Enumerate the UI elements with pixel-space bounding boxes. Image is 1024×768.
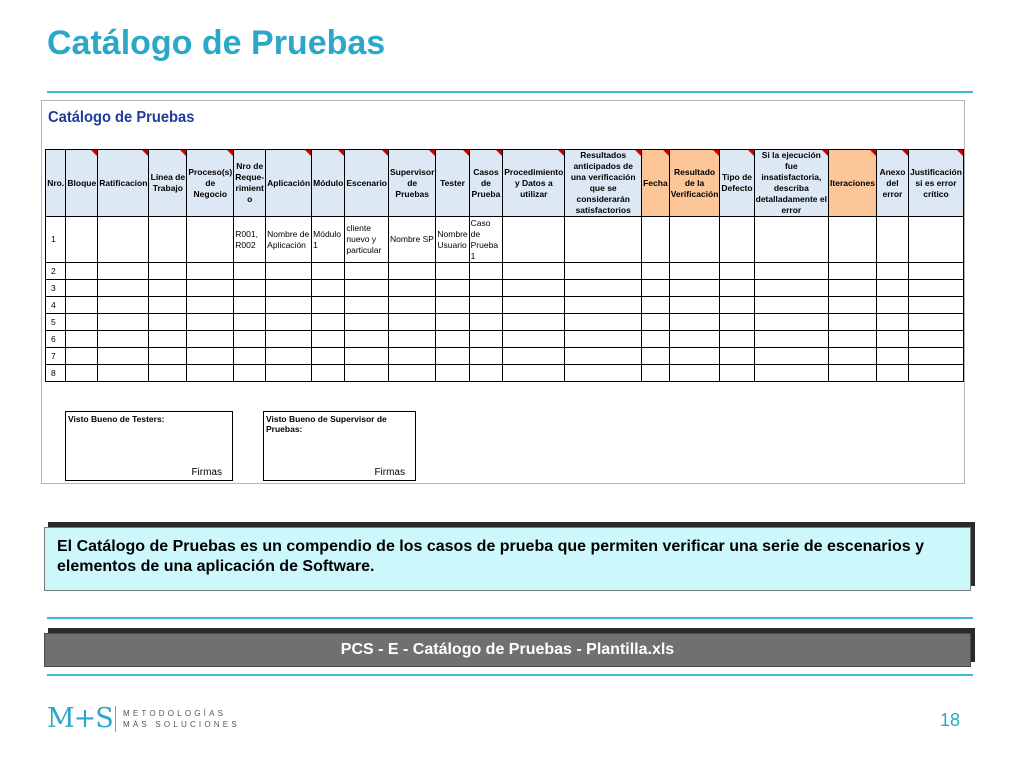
table-cell <box>66 297 98 314</box>
table-cell <box>234 314 266 331</box>
test-catalog-table <box>45 149 964 382</box>
table-cell <box>234 297 266 314</box>
table-cell <box>469 365 503 382</box>
table-cell <box>187 365 234 382</box>
table-cell <box>66 314 98 331</box>
table-row <box>46 365 964 382</box>
logo-separator <box>115 706 116 732</box>
table-cell <box>720 314 754 331</box>
table-cell: Caso de Prueba 1 <box>469 217 503 263</box>
comment-marker-icon <box>713 150 719 156</box>
table-cell <box>720 263 754 280</box>
table-cell <box>389 365 436 382</box>
template-filename: PCS - E - Catálogo de Pruebas - Plantilla.xls <box>340 641 675 658</box>
table-cell <box>642 217 670 263</box>
table-cell <box>436 331 469 348</box>
table-cell <box>829 217 877 263</box>
table-cell <box>565 263 642 280</box>
comment-marker-icon <box>180 150 186 156</box>
table-cell <box>266 263 312 280</box>
table-cell <box>149 217 187 263</box>
table-cell <box>98 297 149 314</box>
page-number: 18 <box>940 710 961 730</box>
table-cell <box>312 280 345 297</box>
table-cell <box>720 331 754 348</box>
column-header: Proceso(s) de Negocio <box>187 150 234 217</box>
table-cell <box>436 263 469 280</box>
table-cell <box>503 217 565 263</box>
table-cell <box>669 217 720 263</box>
table-cell <box>876 348 908 365</box>
table-cell <box>565 331 642 348</box>
table-cell <box>312 365 345 382</box>
table-cell <box>908 314 963 331</box>
comment-marker-icon <box>227 150 233 156</box>
table-cell <box>565 217 642 263</box>
table-cell <box>469 348 503 365</box>
table-cell <box>66 365 98 382</box>
table-cell <box>312 297 345 314</box>
table-cell <box>312 314 345 331</box>
comment-marker-icon <box>91 150 97 156</box>
table-cell <box>876 314 908 331</box>
signoff-label: Visto Bueno de Testers: <box>68 414 165 424</box>
table-cell <box>908 348 963 365</box>
table-cell <box>503 348 565 365</box>
table-cell <box>234 365 266 382</box>
footer-divider <box>47 674 973 676</box>
column-header: Justificación si es error crítico <box>908 150 963 217</box>
signoff-footer: Firmas <box>191 467 222 478</box>
table-cell <box>754 365 828 382</box>
table-cell <box>876 365 908 382</box>
table-cell <box>642 314 670 331</box>
testers-signoff-box <box>65 411 233 481</box>
table-cell <box>66 331 98 348</box>
table-cell <box>149 314 187 331</box>
comment-marker-icon <box>496 150 502 156</box>
table-cell: 7 <box>46 348 66 365</box>
table-cell <box>754 314 828 331</box>
table-cell <box>876 280 908 297</box>
comment-marker-icon <box>902 150 908 156</box>
table-cell <box>187 348 234 365</box>
table-cell <box>829 365 877 382</box>
column-header: Aplicación <box>266 150 312 217</box>
table-cell <box>149 280 187 297</box>
logo-line-2: MÁS SOLUCIONES <box>123 720 240 729</box>
table-cell <box>829 263 877 280</box>
table-cell: cliente nuevo y particular <box>345 217 389 263</box>
column-header: Módulo <box>312 150 345 217</box>
table-cell <box>565 297 642 314</box>
table-cell <box>436 365 469 382</box>
column-header: Nro. <box>46 150 66 217</box>
table-cell <box>876 217 908 263</box>
table-cell <box>187 297 234 314</box>
column-header: Tester <box>436 150 469 217</box>
table-cell: Módulo 1 <box>312 217 345 263</box>
table-cell <box>642 297 670 314</box>
table-cell <box>266 348 312 365</box>
table-cell <box>908 331 963 348</box>
table-cell <box>312 263 345 280</box>
comment-marker-icon <box>429 150 435 156</box>
table-cell <box>389 331 436 348</box>
table-cell <box>754 280 828 297</box>
table-cell <box>389 297 436 314</box>
table-cell <box>469 331 503 348</box>
column-header: Linea de Trabajo <box>149 150 187 217</box>
table-cell: Nombre SP <box>389 217 436 263</box>
table-row <box>46 263 964 280</box>
table-cell <box>829 348 877 365</box>
table-cell <box>565 365 642 382</box>
table-row <box>46 348 964 365</box>
comment-marker-icon <box>748 150 754 156</box>
table-cell <box>436 297 469 314</box>
table-cell <box>149 263 187 280</box>
table-cell: 5 <box>46 314 66 331</box>
table-cell <box>345 297 389 314</box>
logo-line-1: METODOLOGÍAS <box>123 709 227 718</box>
comment-marker-icon <box>558 150 564 156</box>
table-cell <box>98 217 149 263</box>
table-row <box>46 314 964 331</box>
table-cell <box>66 217 98 263</box>
table-cell <box>908 297 963 314</box>
table-cell <box>754 217 828 263</box>
table-cell <box>234 280 266 297</box>
table-cell: 1 <box>46 217 66 263</box>
table-row <box>46 217 964 263</box>
table-cell <box>908 365 963 382</box>
table-cell <box>389 314 436 331</box>
table-cell <box>754 331 828 348</box>
table-cell <box>98 365 149 382</box>
table-cell <box>720 280 754 297</box>
table-cell: R001, R002 <box>234 217 266 263</box>
table-cell <box>829 280 877 297</box>
table-cell <box>187 280 234 297</box>
table-cell <box>503 297 565 314</box>
column-header: Tipo de Defecto <box>720 150 754 217</box>
comment-marker-icon <box>305 150 311 156</box>
table-row <box>46 297 964 314</box>
table-cell <box>187 263 234 280</box>
table-cell: Nombre de Aplicación <box>266 217 312 263</box>
table-cell: 6 <box>46 331 66 348</box>
table-cell <box>720 297 754 314</box>
table-cell: 2 <box>46 263 66 280</box>
table-cell <box>98 331 149 348</box>
table-cell <box>345 280 389 297</box>
table-cell <box>565 280 642 297</box>
column-header: Supervisor de Pruebas <box>389 150 436 217</box>
table-cell <box>503 365 565 382</box>
table-cell <box>266 297 312 314</box>
table-cell <box>389 280 436 297</box>
table-cell <box>720 348 754 365</box>
table-cell <box>503 280 565 297</box>
table-row <box>46 280 964 297</box>
table-cell <box>754 263 828 280</box>
table-cell <box>149 365 187 382</box>
table-cell <box>720 217 754 263</box>
table-cell <box>345 263 389 280</box>
column-header: Si la ejecución fue insatisfactoria, describa detalladamente el error <box>755 150 827 215</box>
table-cell <box>436 314 469 331</box>
column-header: Anexo del error <box>876 150 908 217</box>
table-cell <box>266 331 312 348</box>
logo-mark: M+S <box>47 703 113 734</box>
table-cell <box>876 297 908 314</box>
column-header: Nro de Reque-rimient o <box>234 150 266 217</box>
table-cell <box>669 297 720 314</box>
comment-marker-icon <box>382 150 388 156</box>
table-cell <box>503 263 565 280</box>
table-cell <box>754 297 828 314</box>
table-cell <box>565 314 642 331</box>
table-cell <box>345 314 389 331</box>
comment-marker-icon <box>338 150 344 156</box>
table-cell: 3 <box>46 280 66 297</box>
table-cell <box>149 297 187 314</box>
table-cell <box>436 348 469 365</box>
comment-marker-icon <box>142 150 148 156</box>
description-callout <box>44 527 971 591</box>
sheet-title: Catálogo de Pruebas <box>48 109 195 126</box>
column-header: Procedimiento y Datos a utilizar <box>503 150 565 217</box>
section-divider <box>47 617 973 619</box>
table-cell <box>345 348 389 365</box>
page-title: Catálogo de Pruebas <box>47 24 386 62</box>
table-cell <box>345 331 389 348</box>
table-cell <box>642 280 670 297</box>
signoff-footer: Firmas <box>374 467 405 478</box>
table-cell <box>98 263 149 280</box>
column-header: Iteraciones <box>829 150 877 217</box>
table-cell <box>829 297 877 314</box>
table-cell: 4 <box>46 297 66 314</box>
table-cell <box>66 348 98 365</box>
table-row <box>46 331 964 348</box>
table-cell <box>66 263 98 280</box>
column-header: Casos de Prueba <box>469 150 503 217</box>
table-cell <box>669 263 720 280</box>
table-cell <box>266 280 312 297</box>
column-header: Fecha <box>642 150 670 217</box>
table-cell <box>829 314 877 331</box>
table-cell <box>469 297 503 314</box>
table-cell <box>720 365 754 382</box>
table-cell <box>669 280 720 297</box>
table-cell <box>565 348 642 365</box>
table-cell <box>876 263 908 280</box>
table-cell <box>829 331 877 348</box>
description-text: El Catálogo de Pruebas es un compendio de los casos de prueba que permiten verificar una serie de escenarios y elementos de una aplicación de Software. <box>57 538 924 575</box>
table-cell <box>312 331 345 348</box>
table-cell <box>436 280 469 297</box>
table-cell <box>187 331 234 348</box>
column-header: Resultados anticipados de una verificación que se considerarán satisfactorios <box>565 150 642 217</box>
table-cell <box>149 348 187 365</box>
table-cell <box>389 263 436 280</box>
table-cell <box>266 314 312 331</box>
comment-marker-icon <box>463 150 469 156</box>
table-cell <box>312 348 345 365</box>
table-cell <box>469 280 503 297</box>
table-cell <box>876 331 908 348</box>
table-cell <box>469 263 503 280</box>
table-cell <box>98 314 149 331</box>
comment-marker-icon <box>822 150 828 156</box>
table-cell: Nombre Usuario <box>436 217 469 263</box>
column-header: Bloque <box>66 150 98 217</box>
table-cell <box>503 331 565 348</box>
table-cell <box>503 314 565 331</box>
template-filename-bar <box>44 633 971 667</box>
table-cell <box>187 217 234 263</box>
table-cell <box>754 348 828 365</box>
table-cell <box>908 217 963 263</box>
supervisor-signoff-box <box>263 411 416 481</box>
table-cell <box>908 280 963 297</box>
table-cell <box>266 365 312 382</box>
table-cell <box>234 263 266 280</box>
table-cell <box>669 348 720 365</box>
table-cell <box>642 331 670 348</box>
title-divider <box>47 91 973 93</box>
comment-marker-icon <box>635 150 641 156</box>
table-cell <box>642 348 670 365</box>
table-cell <box>98 348 149 365</box>
table-cell <box>642 365 670 382</box>
comment-marker-icon <box>663 150 669 156</box>
table-cell <box>149 331 187 348</box>
table-cell <box>908 263 963 280</box>
comment-marker-icon <box>870 150 876 156</box>
table-cell <box>66 280 98 297</box>
table-cell <box>389 348 436 365</box>
table-cell: 8 <box>46 365 66 382</box>
table-cell <box>469 314 503 331</box>
table-cell <box>98 280 149 297</box>
table-cell <box>669 365 720 382</box>
table-cell <box>234 348 266 365</box>
comment-marker-icon <box>957 150 963 156</box>
table-cell <box>669 331 720 348</box>
table-cell <box>234 331 266 348</box>
table-cell <box>187 314 234 331</box>
table-cell <box>642 263 670 280</box>
table-cell <box>669 314 720 331</box>
column-header: Resultado de la Verificación <box>669 150 720 217</box>
column-header: Escenario <box>345 150 389 217</box>
signoff-label: Visto Bueno de Supervisor de Pruebas: <box>266 414 387 434</box>
spreadsheet-image <box>41 100 965 484</box>
table-cell <box>345 365 389 382</box>
column-header: Ratificacion <box>98 150 149 217</box>
